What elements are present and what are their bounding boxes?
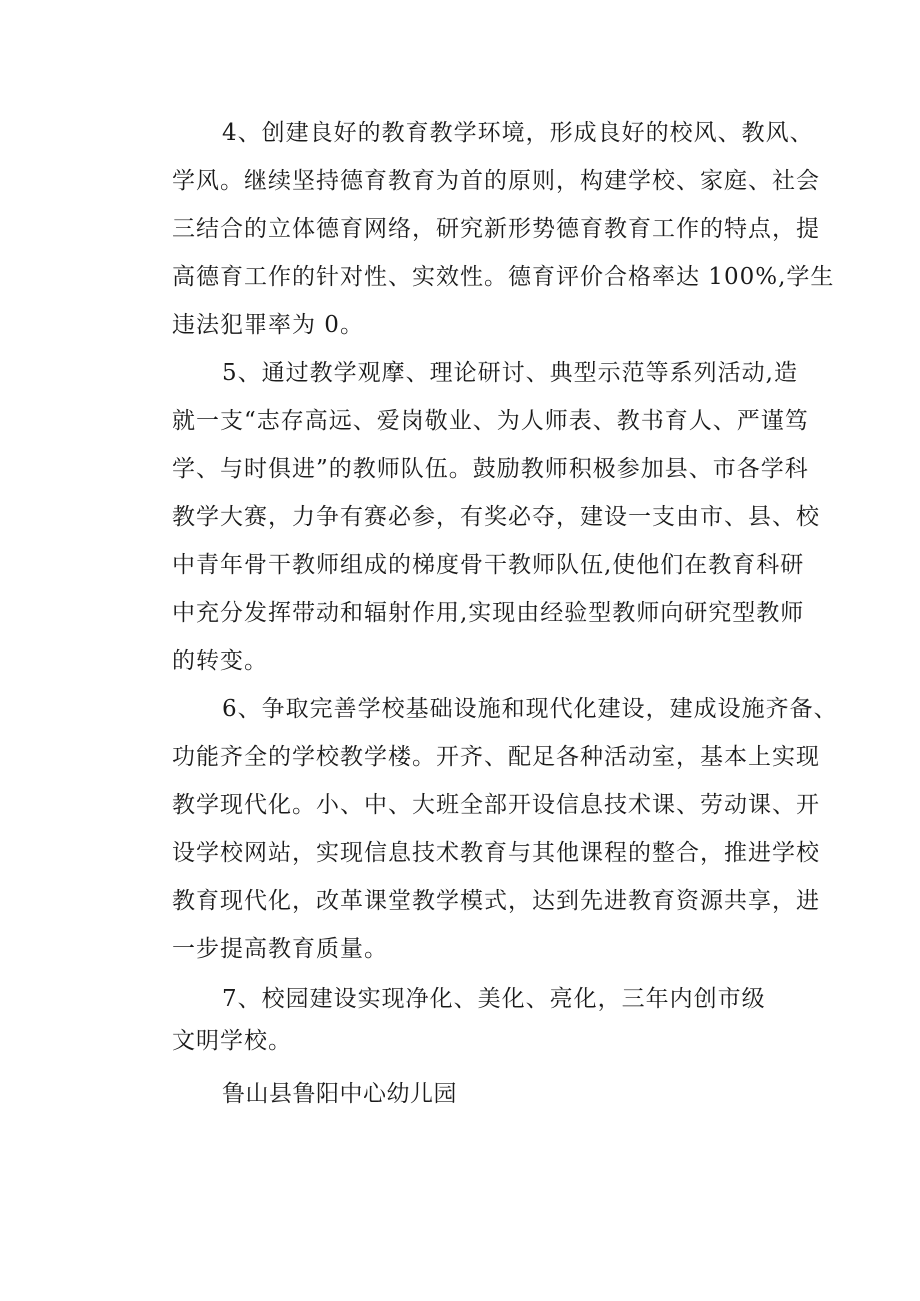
paragraph-line: 教学现代化。小、中、大班全部开设信息技术课、劳动课、开 (172, 792, 820, 818)
paragraph-line: 4、创建良好的教育教学环境，形成良好的校风、教风、 (222, 120, 814, 146)
paragraph-line: 学、与时俱进”的教师队伍。鼓励教师积极参加县、市各学科 (172, 456, 809, 482)
paragraph-line: 三结合的立体德育网络，研究新形势德育教育工作的特点，提 (172, 216, 820, 242)
paragraph-line: 5、通过教学观摩、理论研讨、典型示范等系列活动,造 (222, 360, 798, 386)
paragraph-line: 7、校园建设实现净化、美化、亮化，三年内创市级 (222, 986, 766, 1012)
paragraph-line: 功能齐全的学校教学楼。开齐、配足各种活动室，基本上实现 (172, 744, 820, 770)
paragraph-line: 教育现代化，改革课堂教学模式，达到先进教育资源共享，进 (172, 888, 820, 914)
paragraph-line: 违法犯罪率为 0。 (172, 312, 364, 338)
paragraph-line: 设学校网站，实现信息技术教育与其他课程的整合，推进学校 (172, 840, 820, 866)
paragraph-line: 教学大赛，力争有赛必参，有奖必夺，建设一支由市、县、校 (172, 504, 820, 530)
paragraph-line: 学风。继续坚持德育教育为首的原则，构建学校、家庭、社会 (172, 168, 820, 194)
paragraph-line: 6、争取完善学校基础设施和现代化建设，建成设施齐备、 (222, 696, 838, 722)
paragraph-line: 中充分发挥带动和辐射作用,实现由经验型教师向研究型教师 (172, 600, 805, 626)
paragraph-line: 就一支“志存高远、爱岗敬业、为人师表、教书育人、严谨笃 (172, 408, 809, 434)
paragraph-line: 的转变。 (172, 648, 268, 674)
paragraph-line: 一步提高教育质量。 (172, 936, 388, 962)
paragraph-line: 高德育工作的针对性、实效性。德育评价合格率达 100%,学生 (172, 264, 835, 290)
organization-signature: 鲁山县鲁阳中心幼儿园 (222, 1081, 457, 1107)
paragraph-line: 中青年骨干教师组成的梯度骨干教师队伍,使他们在教育科研 (172, 552, 805, 578)
paragraph-line: 文明学校。 (172, 1028, 292, 1054)
